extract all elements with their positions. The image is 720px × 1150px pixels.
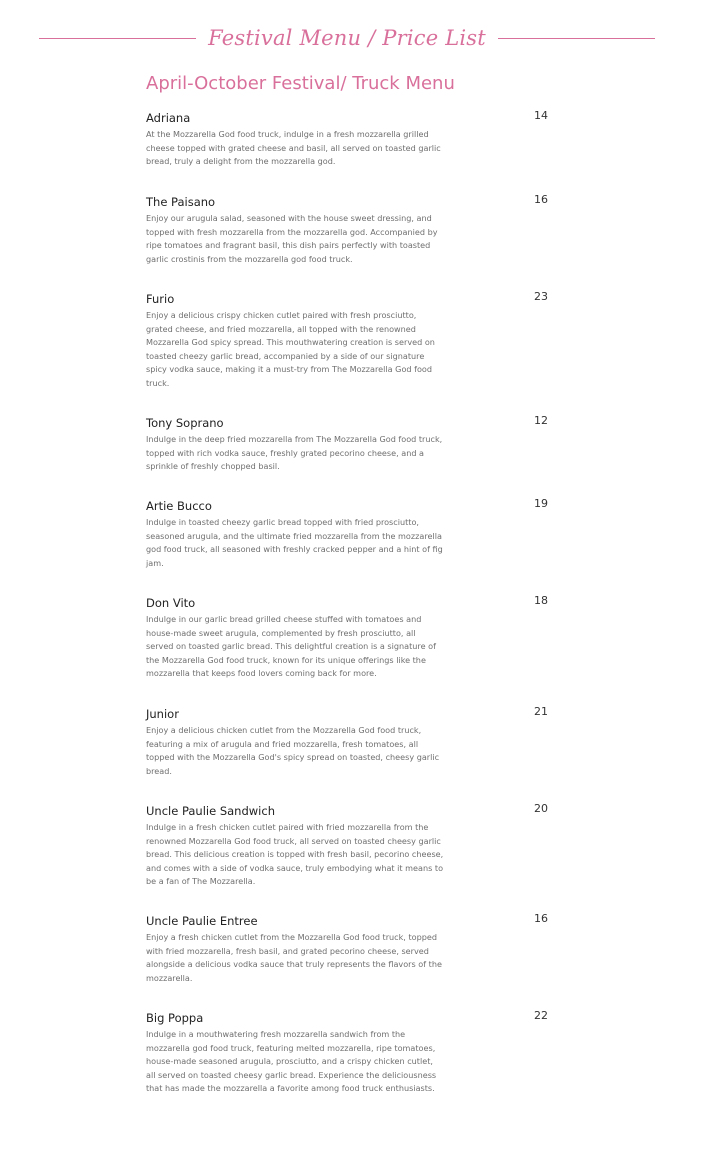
item-description: Enjoy a delicious chicken cutlet from the Mozzarella God food truck, featuring a mix of arugula and fried mozzarella, fresh tomatoes, all topped with the Mozzarella God's spicy spread on toasted, cheesy garlic bread. <box>146 725 440 776</box>
menu-item <box>146 291 550 415</box>
menu-header <box>39 20 655 56</box>
item-price: 12 <box>534 414 548 427</box>
menu-item <box>146 595 550 706</box>
menu-list <box>146 72 550 1094</box>
item-description: Indulge in a mouthwatering fresh mozzarella sandwich from the mozzarella god food truck, featuring melted mozzarella, ripe tomatoes, house-made seasoned arugula, prosciutto, and a crispy chicken cutlet, all served on toasted cheesy garlic bread. Experience the deliciousness that has made the mozzarella a favorite among food truck enthusiasts. <box>146 1029 437 1093</box>
item-name: Junior <box>146 707 179 721</box>
item-description: Indulge in the deep fried mozzarella from The Mozzarella God food truck, topped with rich vodka sauce, freshly grated pecorino cheese, and a sprinkle of freshly chopped basil. <box>146 434 443 471</box>
item-name: Uncle Paulie Sandwich <box>146 804 275 818</box>
menu-item <box>146 803 550 913</box>
section-title: April-October Festival/ Truck Menu <box>146 73 455 94</box>
menu-item <box>146 1010 550 1094</box>
header-rule-right <box>498 38 655 39</box>
menu-item <box>146 498 550 595</box>
item-name: Tony Soprano <box>146 416 224 430</box>
menu-item <box>146 913 550 1010</box>
item-description: Indulge in a fresh chicken cutlet paired with fried mozzarella from the renowned Mozzarella God food truck, all served on toasted cheesy garlic bread. This delicious creation is topped with fresh basil, pecorino cheese, and comes with a side of vodka sauce, truly embodying what it means to be a fan of The Mozzarella. <box>146 822 444 886</box>
item-description: Indulge in our garlic bread grilled cheese stuffed with tomatoes and house-made sweet arugula, complemented by fresh prosciutto, all served on toasted garlic bread. This delightful creation is a signature of the Mozzarella God food truck, known for its unique offerings like the mozzarella that keeps food lovers coming back for more. <box>146 614 436 678</box>
item-price: 21 <box>534 705 548 718</box>
item-name: Furio <box>146 292 175 306</box>
menu-title: Festival Menu / Price List <box>208 26 486 50</box>
item-name: The Paisano <box>146 195 216 209</box>
item-price: 18 <box>534 594 548 607</box>
item-price: 14 <box>534 109 548 122</box>
item-name: Uncle Paulie Entree <box>146 914 258 928</box>
item-price: 16 <box>534 193 548 206</box>
menu-item <box>146 415 550 498</box>
header-rule-left <box>39 38 196 39</box>
menu-item <box>146 194 550 291</box>
item-price: 20 <box>534 802 548 815</box>
item-name: Big Poppa <box>146 1011 204 1025</box>
item-price: 22 <box>534 1009 548 1022</box>
item-description: Enjoy a fresh chicken cutlet from the Mozzarella God food truck, topped with fried mozzarella, fresh basil, and grated pecorino cheese, served alongside a delicious vodka sauce that truly represents the flavors of the mozzarella. <box>146 932 442 983</box>
item-price: 16 <box>534 912 548 925</box>
item-name: Artie Bucco <box>146 499 212 513</box>
item-name: Don Vito <box>146 596 196 610</box>
item-price: 19 <box>534 497 548 510</box>
item-description: Enjoy a delicious crispy chicken cutlet paired with fresh prosciutto, grated cheese, and fried mozzarella, all topped with the renowned Mozzarella God spicy spread. This mouthwatering creation is served on toasted cheezy garlic bread, accompanied by a side of our signature spicy vodka sauce, making it a must-try from The Mozzarella God food truck. <box>146 310 435 388</box>
item-description: At the Mozzarella God food truck, indulge in a fresh mozzarella grilled cheese topped with grated cheese and basil, all served on toasted garlic bread, truly a delight from the mozzarella god. <box>146 129 441 166</box>
item-description: Enjoy our arugula salad, seasoned with the house sweet dressing, and topped with fresh mozzarella from the mozzarella god. Accompanied by ripe tomatoes and fragrant basil, this dish pairs perfectly with toasted garlic crostinis from the mozzarella god food truck. <box>146 213 438 264</box>
item-price: 23 <box>534 290 548 303</box>
item-description: Indulge in toasted cheezy garlic bread topped with fried prosciutto, seasoned arugula, and the ultimate fried mozzarella from the mozzarella god food truck, all seasoned with freshly cracked pepper and a hint of fig jam. <box>146 517 443 568</box>
item-name: Adriana <box>146 111 191 125</box>
menu-item <box>146 706 550 803</box>
menu-item <box>146 110 550 194</box>
